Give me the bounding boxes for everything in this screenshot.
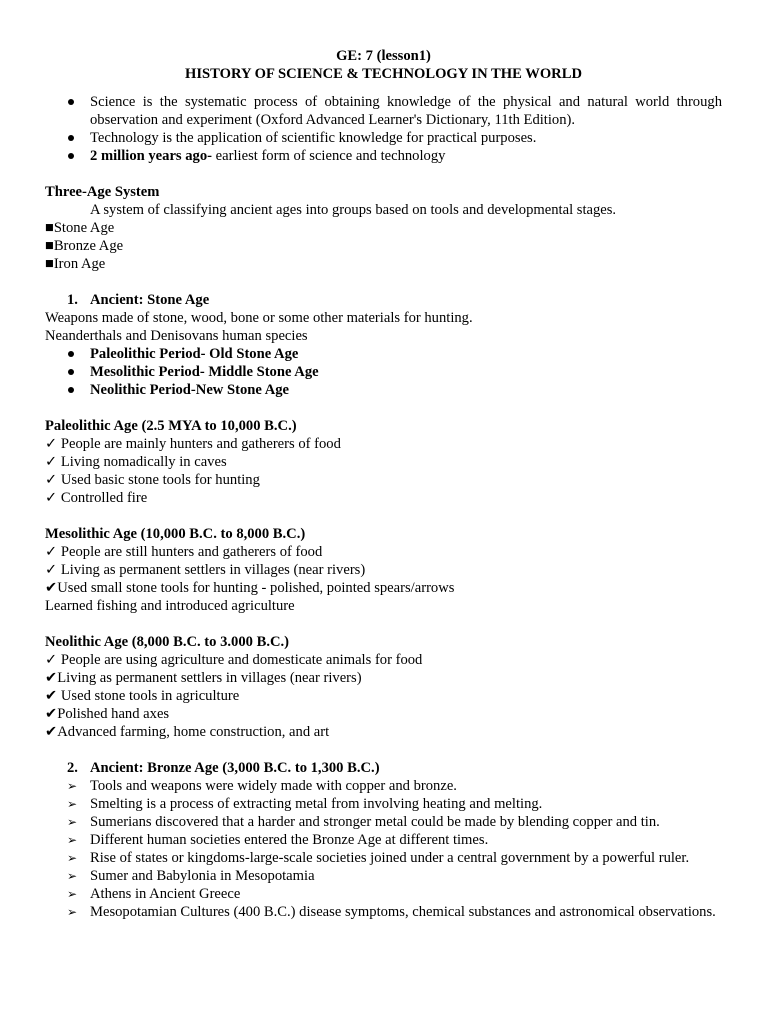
list-item: ✔Used small stone tools for hunting - polished, pointed spears/arrows <box>45 580 455 596</box>
bullet-icon <box>68 351 74 357</box>
list-item: ✔ Used stone tools in agriculture <box>45 688 240 704</box>
list-item: Science is the systematic process of obtaining knowledge of the physical and natural world through observation and experiment (Oxford Advanced Learner's Dictionary, 11th Edition). <box>45 93 722 129</box>
arrow-bullet-icon: ➢ <box>67 815 78 829</box>
list-item: ✔Polished hand axes <box>45 706 170 722</box>
list-item: ➢ Sumerians discovered that a harder and stronger metal could be made by blending copper and tin. <box>67 814 660 830</box>
bullet-icon <box>68 369 74 375</box>
section-heading: Neolithic Age (8,000 B.C. to 3.000 B.C.) <box>45 634 290 650</box>
list-item: Neolithic Period-New Stone Age <box>45 381 722 399</box>
arrow-bullet-icon: ➢ <box>67 851 78 865</box>
paragraph-line: Weapons made of stone, wood, bone or some other materials for hunting. <box>45 310 473 326</box>
list-item: ■Iron Age <box>45 256 106 272</box>
bronze-age-list <box>45 777 722 921</box>
section-description: A system of classifying ancient ages into groups based on tools and developmental stages. <box>90 202 617 218</box>
arrow-bullet-icon: ➢ <box>67 779 78 793</box>
list-item: ✓ People are using agriculture and domesticate animals for food <box>45 652 423 668</box>
list-item: ➢ Rise of states or kingdoms-large-scale societies joined under a central government by a powerful ruler. <box>67 850 690 866</box>
list-item: ✓ Living nomadically in caves <box>45 454 227 470</box>
list-item: ➢ Tools and weapons were widely made with copper and bronze. <box>67 778 457 794</box>
list-item: ➢ Athens in Ancient Greece <box>67 886 241 902</box>
section-heading: Three-Age System <box>45 184 160 200</box>
bullet-icon <box>68 99 74 105</box>
section-heading: Mesolithic Age (10,000 B.C. to 8,000 B.C.) <box>45 526 306 542</box>
list-item: ✔Living as permanent settlers in villages (near rivers) <box>45 670 362 686</box>
arrow-bullet-icon: ➢ <box>67 833 78 847</box>
arrow-bullet-icon: ➢ <box>67 887 78 901</box>
list-item: Mesolithic Period- Middle Stone Age <box>45 363 722 381</box>
list-item: ➢ Smelting is a process of extracting metal from involving heating and melting. <box>67 796 543 812</box>
list-item: ➢ Mesopotamian Cultures (400 B.C.) disease symptoms, chemical substances and astronomical observations. <box>67 904 716 920</box>
arrow-bullet-icon: ➢ <box>67 869 78 883</box>
list-item: ✔Advanced farming, home construction, and art <box>45 724 330 740</box>
section-heading: Paleolithic Age (2.5 MYA to 10,000 B.C.) <box>45 418 297 434</box>
section-heading: 2. Ancient: Bronze Age (3,000 B.C. to 1,300 B.C.) <box>67 760 380 776</box>
list-item: ✓ People are still hunters and gatherers of food <box>45 544 323 560</box>
list-item: ✓ People are mainly hunters and gatherers of food <box>45 436 341 452</box>
list-item: Technology is the application of scientific knowledge for practical purposes. <box>45 129 722 147</box>
intro-list <box>45 93 722 165</box>
list-item: ■Bronze Age <box>45 238 124 254</box>
list-item: ➢ Sumer and Babylonia in Mesopotamia <box>67 868 315 884</box>
list-item: Paleolithic Period- Old Stone Age <box>45 345 722 363</box>
paragraph-line: Learned fishing and introduced agriculture <box>45 598 295 614</box>
list-item: 2 million years ago- earliest form of science and technology <box>45 147 722 165</box>
bullet-icon <box>68 153 74 159</box>
bullet-icon <box>68 135 74 141</box>
list-item: ➢ Different human societies entered the Bronze Age at different times. <box>67 832 489 848</box>
list-item: ✓ Living as permanent settlers in villages (near rivers) <box>45 562 366 578</box>
document-title: HISTORY OF SCIENCE & TECHNOLOGY IN THE WORLD <box>185 66 582 82</box>
list-item: ✓ Used basic stone tools for hunting <box>45 472 260 488</box>
list-item: ✓ Controlled fire <box>45 490 148 506</box>
paragraph-line: Neanderthals and Denisovans human species <box>45 328 308 344</box>
course-code: GE: 7 (lesson1) <box>336 48 431 64</box>
document-page <box>45 47 722 921</box>
arrow-bullet-icon: ➢ <box>67 905 78 919</box>
bullet-icon <box>68 387 74 393</box>
arrow-bullet-icon: ➢ <box>67 797 78 811</box>
section-heading: 1. Ancient: Stone Age <box>67 292 210 308</box>
list-item: ■Stone Age <box>45 220 115 236</box>
